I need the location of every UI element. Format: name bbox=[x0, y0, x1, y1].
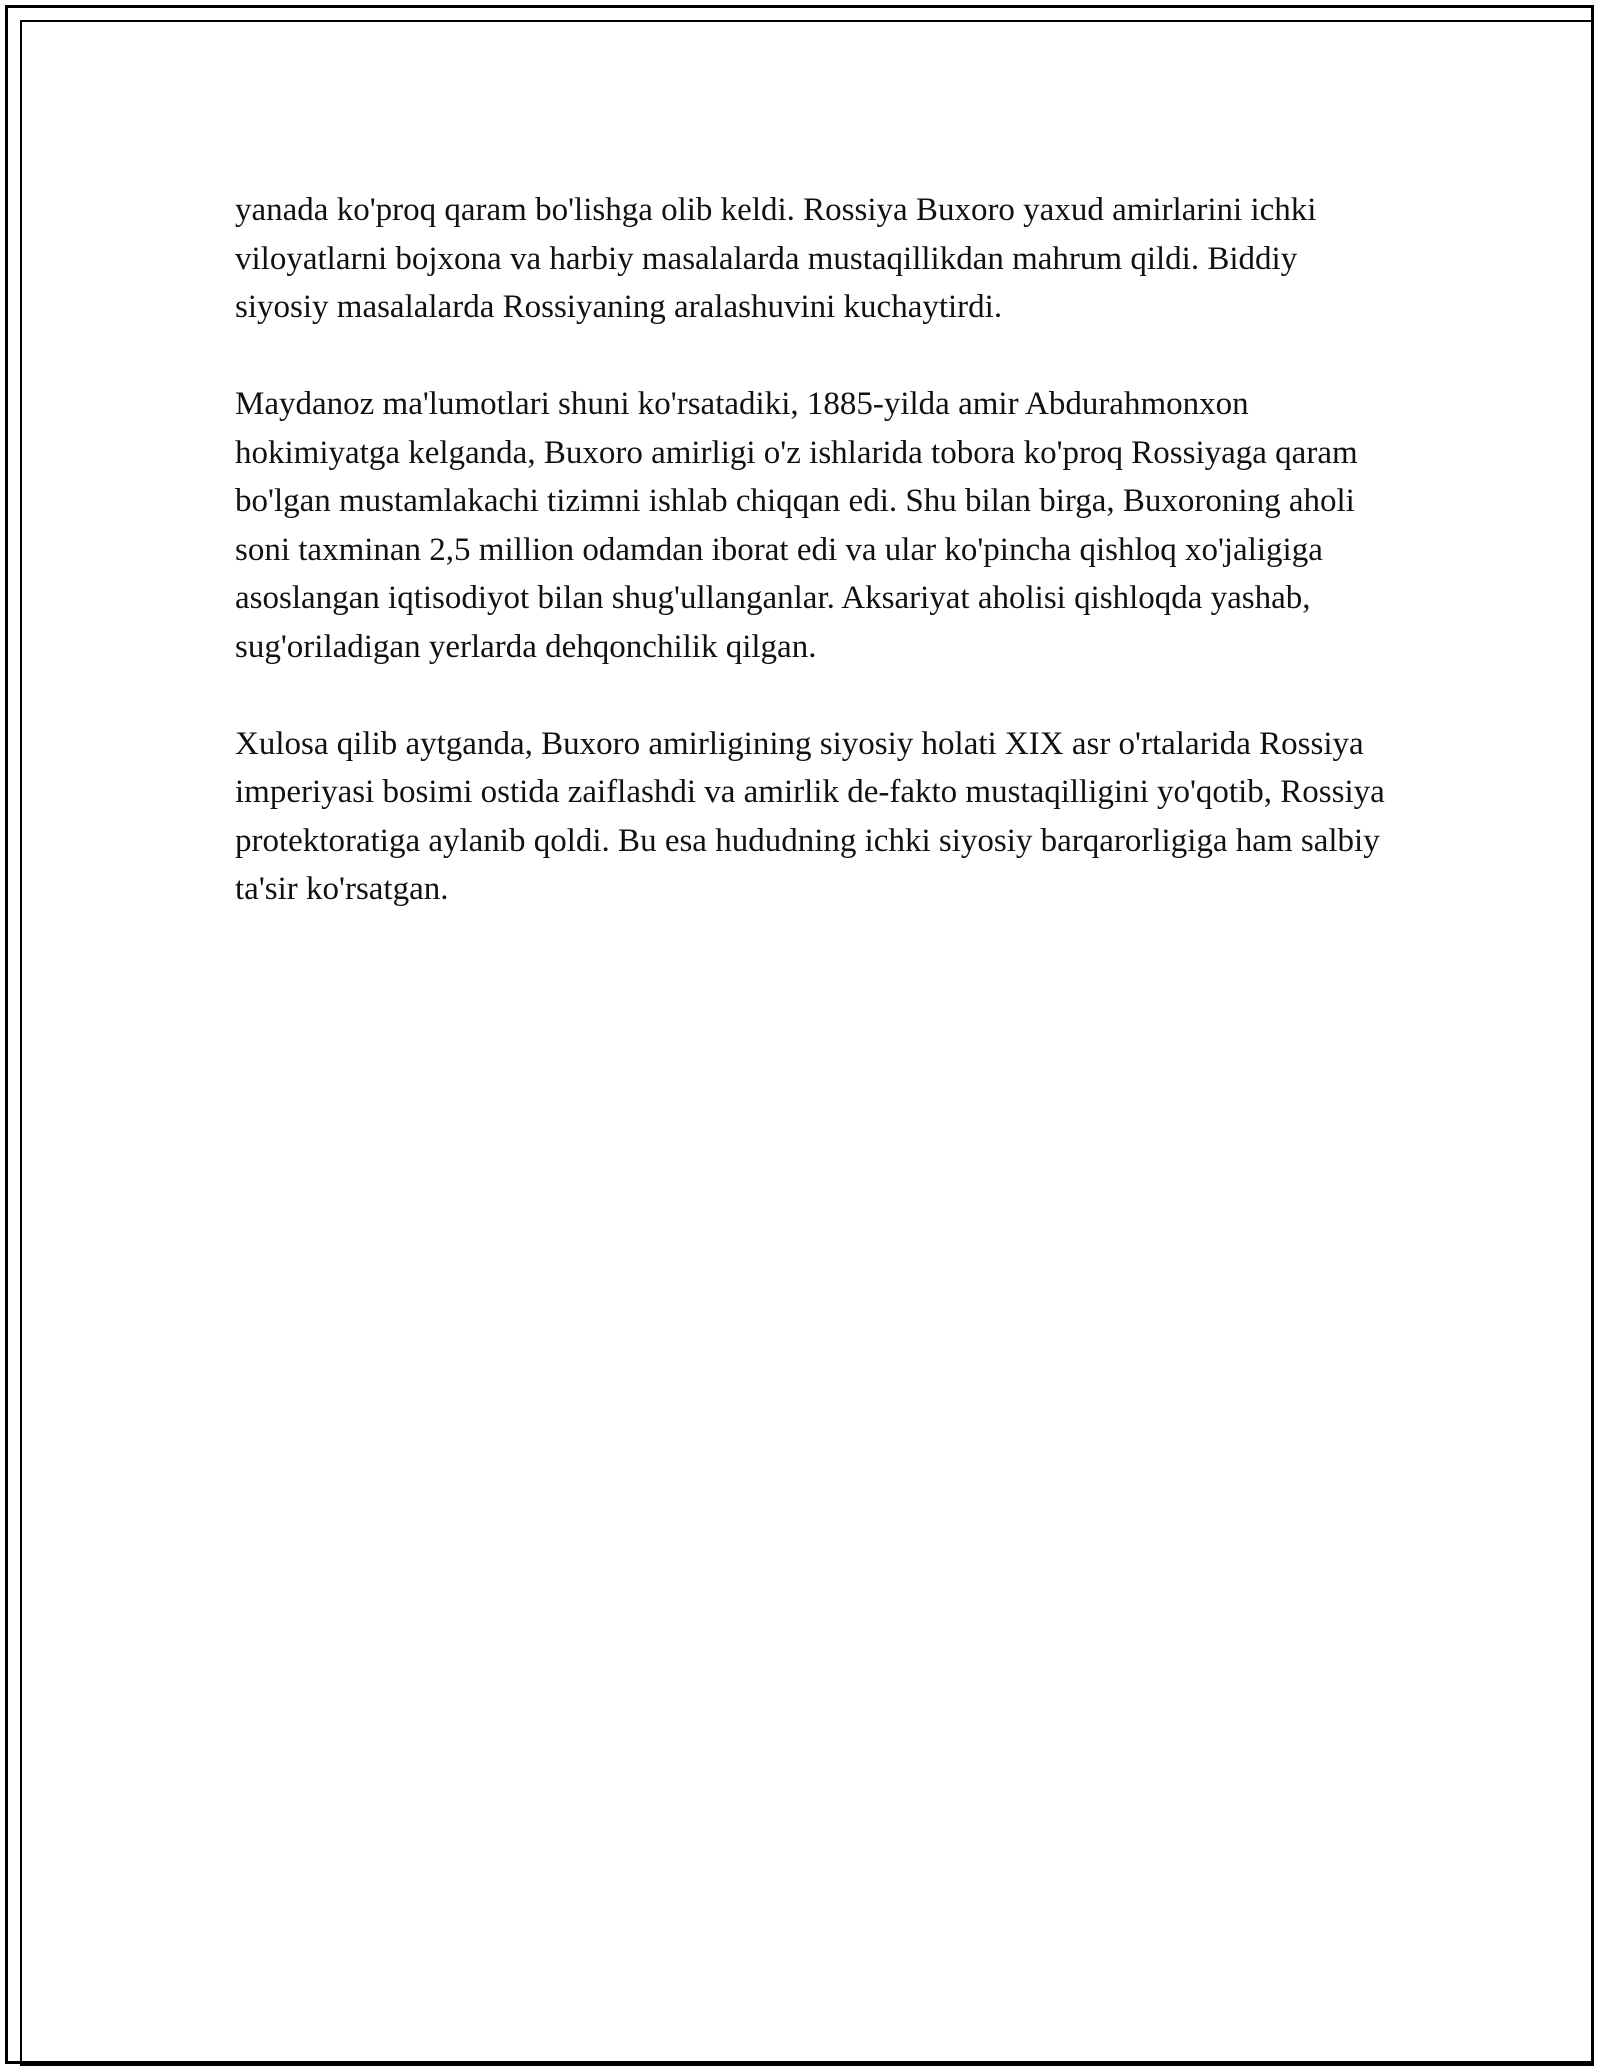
document-body bbox=[235, 186, 1385, 914]
paragraph-2: Maydanoz ma'lumotlari shuni ko'rsatadiki, 1885-yilda amir Abdurahmonxon hokimiyatga kelganda, Buxoro amirligi o'z ishlarida tobora ko'proq Rossiyaga qaram bo'lgan mustamlakachi tizimni ishlab chiqqan edi. Shu bilan birga, Buxoroning aholi soni taxminan 2,5 million odamdan iborat edi va ular ko'pincha qishloq xo'jaligiga asoslangan iqtisodiyot bilan shug'ullanganlar. Aksariyat aholisi qishloqda yashab, sug'oriladigan yerlarda dehqonchilik qilgan. bbox=[235, 386, 1358, 665]
paragraph-1: yanada ko'proq qaram bo'lishga olib keldi. Rossiya Buxoro yaxud amirlarini ichki viloyatlarni bojxona va harbiy masalalarda mustaqillikdan mahrum qildi. Biddiy siyosiy masalalarda Rossiyaning aralashuvini kuchaytirdi. bbox=[235, 192, 1317, 325]
paragraph-3: Xulosa qilib aytganda, Buxoro amirligining siyosiy holati XIX asr o'rtalarida Rossiya imperiyasi bosimi ostida zaiflashdi va amirlik de-fakto mustaqilligini yo'qotib, Rossiya protektoratiga aylanib qoldi. Bu esa hududning ichki siyosiy barqarorligiga ham salbiy ta'sir ko'rsatgan. bbox=[235, 725, 1385, 907]
